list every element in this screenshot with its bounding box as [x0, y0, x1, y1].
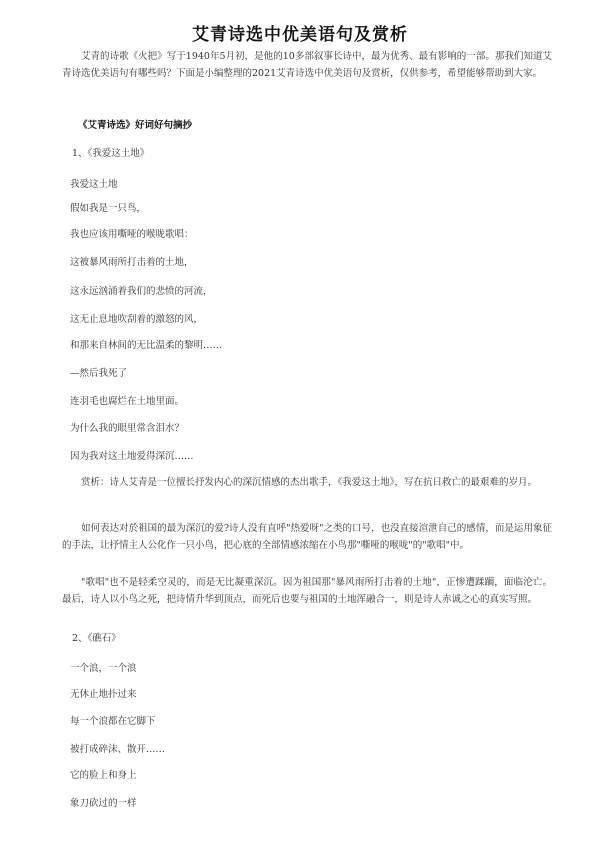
poem-line: 我爱这土地	[70, 179, 118, 190]
analysis-paragraph: 如何表达对於祖国的最为深沉的爱?诗人没有直呼"热爱呀"之类的口号，也没直接渲泄自己的感情，而是运用象征的手法，让抒情主人公化作一只小鸟，把心底的全部情感浓缩在小鸟那"嘶哑的喉咙"的"歌唱"中。	[62, 523, 552, 551]
section-heading: 《艾青诗选》好词好句摘抄	[78, 120, 193, 131]
poem-line: 象刀砍过的一样	[70, 798, 137, 809]
poem-line: —然后我死了	[70, 368, 128, 379]
analysis-paragraph: "歌唱"也不是轻柔空灵的，而是无比凝重深沉。因为祖国那"暴风雨所打击着的土地"，正惨遭蹂躏，面临沦亡。最后，诗人以小鸟之死，把诗情升华到顶点，而死后也要与祖国的土地浑融合一，则是诗人赤诚之心的真实写照。	[62, 577, 552, 605]
poem-heading: 2、《礁石》	[72, 633, 121, 644]
poem-line: 这被暴风雨所打击着的土地，	[70, 257, 194, 268]
intro-paragraph: 艾青的诗歌《火把》写于1940年5月初，是他的10多部叙事长诗中，最为优秀、最有影响的一部。那我们知道艾青诗选优美语句有哪些吗？下面是小编整理的2021艾青诗选中优美语句及赏析，仅供参考，希望能够帮助到大家。	[62, 51, 552, 79]
poem-line: 这无止息地吹刮着的激怒的风，	[70, 314, 204, 325]
poem-line: 被打成碎沫、散开……	[70, 744, 166, 755]
poem-heading: 1、《我爱这土地》	[72, 148, 150, 159]
poem-line: 连羽毛也腐烂在土地里面。	[70, 396, 185, 407]
poem-line: 无休止地扑过来	[70, 689, 137, 700]
poem-line: 我也应该用嘶哑的喉咙歌唱：	[70, 229, 194, 240]
poem-line: 和那来自林间的无比温柔的黎明……	[70, 340, 223, 351]
poem-line: 每一个浪都在它脚下	[70, 716, 156, 727]
poem-line: 假如我是一只鸟，	[70, 203, 147, 214]
analysis-paragraph: 赏析：诗人艾青是一位擅长抒发内心的深沉情感的杰出歌手，《我爱这土地》，写在抗日救亡的最艰难的岁月。	[81, 477, 538, 488]
poem-line: 一个浪，一个浪	[70, 663, 137, 674]
poem-line: 因为我对这土地爱得深沉……	[70, 451, 194, 462]
poem-line: 这永远汹涌着我们的悲愤的河流，	[70, 286, 213, 297]
document-title: 艾青诗选中优美语句及赏析	[192, 25, 408, 45]
poem-line: 为什么我的眼里常含泪水？	[70, 423, 185, 434]
poem-line: 它的脸上和身上	[70, 770, 137, 781]
